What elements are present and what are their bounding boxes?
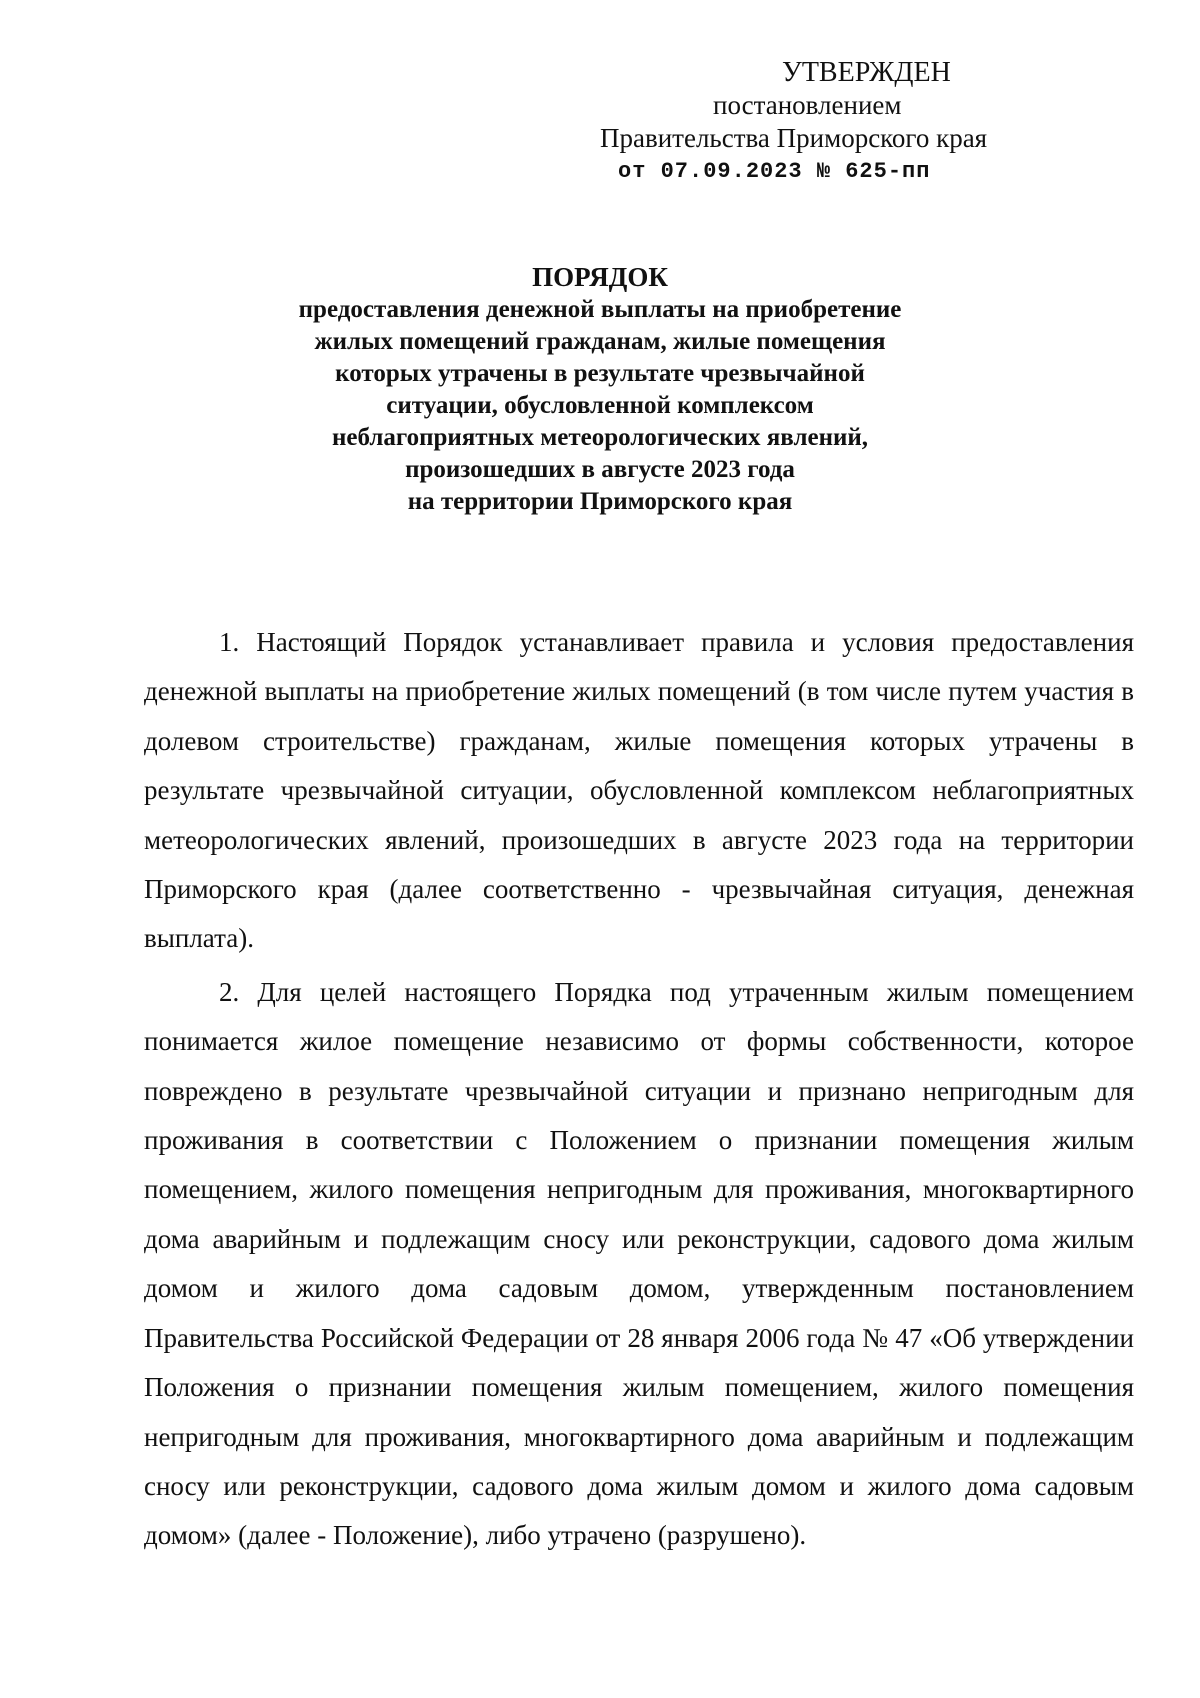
document-title-main: ПОРЯДОК — [532, 262, 668, 292]
document-title-line: предоставления денежной выплаты на приобретение — [298, 296, 902, 323]
document-title-line: произошедших в августе 2023 года — [405, 456, 795, 483]
document-body — [144, 618, 1134, 1565]
approval-by: постановлением — [713, 90, 902, 120]
document-title-line: жилых помещений гражданам, жилые помещения — [314, 328, 886, 355]
document-title-line: ситуации, обусловленной комплексом — [386, 392, 814, 419]
approval-title: УТВЕРЖДЕН — [782, 57, 951, 88]
paragraph-2: 2. Для целей настоящего Порядка под утраченным жилым помещением понимается жилое помещение независимо от формы собственности, которое повреждено в результате чрезвычайной ситуации и признано непригодным для проживания в соответствии с Положением о признании помещения жилым помещением, жилого помещения непригодным для проживания, многоквартирного дома аварийным и подлежащим сносу или реконструкции, садового дома жилым домом и жилого дома садовым домом, утвержденным постановлением Правительства Российской Федерации от 28 января 2006 года № 47 «Об утверждении Положения о признании помещения жилым помещением, жилого помещения непригодным для проживания, многоквартирного дома аварийным и подлежащим сносу или реконструкции, садового дома жилым домом и жилого дома садовым домом» (далее - Положение), либо утрачено (разрушено). — [144, 976, 1134, 1551]
document-title-line: на территории Приморского края — [407, 488, 793, 515]
document-title — [150, 260, 1050, 518]
document-title-line: которых утрачены в результате чрезвычайной — [335, 360, 865, 387]
paragraph-1: 1. Настоящий Порядок устанавливает правила и условия предоставления денежной выплаты на приобретение жилых помещений (в том числе путем участия в долевом строительстве) гражданам, жилые помещения которых утрачены в результате чрезвычайной ситуации, обусловленной комплексом неблагоприятных метеорологических явлений, произошедших в августе 2023 года на территории Приморского края (далее соответственно - чрезвычайная ситуация, денежная выплата). — [144, 627, 1134, 954]
approval-date-number: от 07.09.2023 № 625-пп — [618, 159, 931, 184]
approval-government: Правительства Приморского края — [600, 123, 988, 153]
approval-stamp — [600, 56, 1120, 188]
document-title-line: неблагоприятных метеорологических явлений, — [331, 424, 869, 451]
